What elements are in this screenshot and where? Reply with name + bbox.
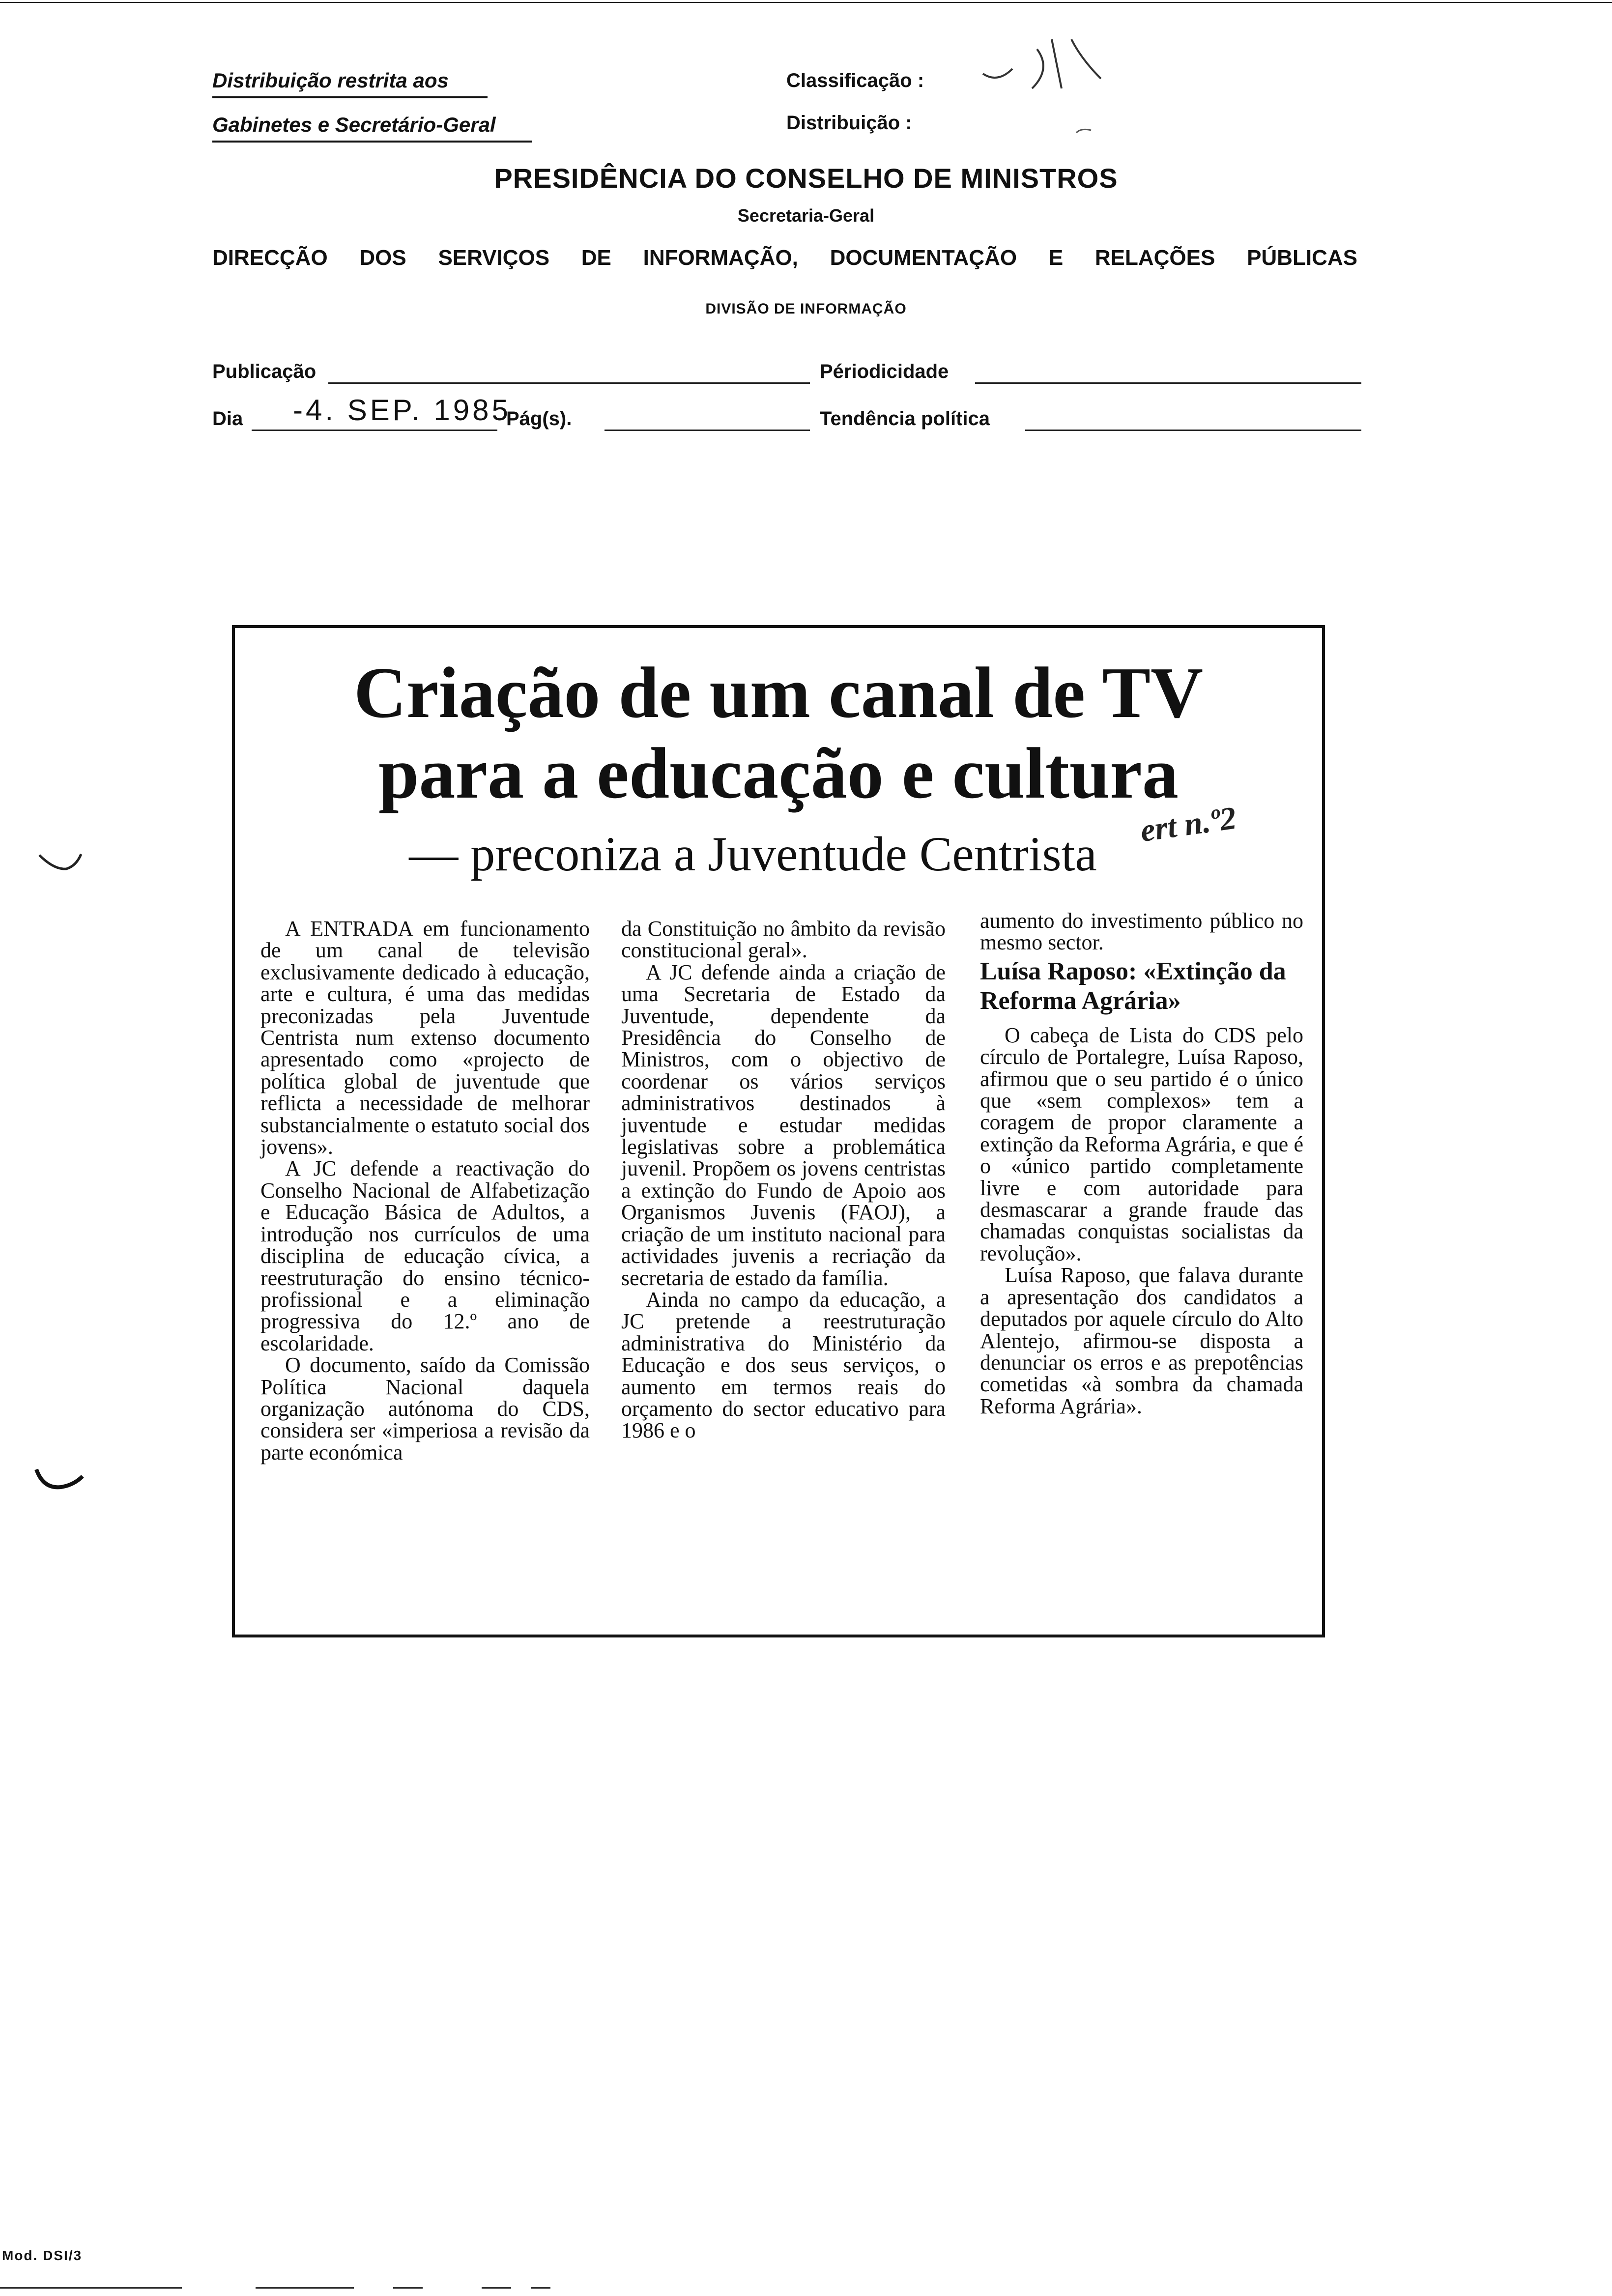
division-title: DIVISÃO DE INFORMAÇÃO	[705, 301, 907, 317]
directorate-word: E	[1048, 246, 1064, 270]
top-border-line	[0, 2, 1612, 3]
article-paragraph: O documento, saído da Comissão Política Nacional daquela organização autónoma do CDS, considera ser «imperiosa a revisão da parte económica	[260, 1353, 590, 1464]
directorate-word: DOS	[359, 246, 406, 270]
ministry-subtitle: Secretaria-Geral	[737, 205, 875, 226]
article-paragraph: A JC defende a reactivação do Conselho Nacional de Alfabetização e Educação Básica de Adultos, a introdução nos currículos de uma disciplina de educação cívica, a reestruturação do ensino técnico-profissional e a eliminação progressiva do 12.º ano de escolaridade.	[260, 1156, 590, 1355]
political-tendency-field-line	[1025, 430, 1361, 431]
directorate-word: DIRECÇÃO	[212, 246, 328, 270]
article-column-3	[980, 910, 1303, 1417]
article-paragraph: Ainda no campo da educação, a JC pretende a reestruturação administrativa do Ministério da Educação e dos seus serviços, o aumento em termos reais do orçamento do sector educativo para 1986 e o	[621, 1287, 946, 1443]
article-paragraph: da Constituição no âmbito da revisão constitucional geral».	[621, 917, 946, 963]
pages-label: Pág(s).	[506, 408, 572, 430]
footer-line-segment	[393, 2287, 423, 2289]
distribution-restriction-line1: Distribuição restrita aos	[212, 69, 449, 92]
footer-line-segment	[0, 2287, 182, 2289]
publication-field-line	[328, 382, 810, 384]
margin-mark-upper	[34, 845, 88, 880]
article-column-1	[260, 918, 590, 1464]
footer-line-segment	[531, 2287, 550, 2289]
ministry-title: PRESIDÊNCIA DO CONSELHO DE MINISTROS	[494, 163, 1118, 194]
margin-mark-lower	[29, 1464, 88, 1504]
distribution-restriction-line2: Gabinetes e Secretário-Geral	[212, 113, 496, 136]
article-headline-line1: Criação de um canal de TV	[353, 653, 1203, 733]
article-paragraph: A ENTRADA em funcionamento de um canal de televisão exclusivamente dedicado à educação, arte e cultura, é uma das medidas preconizadas pela Juventude Centrista num extenso documento apresentado como «projecto de política global de juventude que reflicta a necessidade de melhorar substancialmente o estatuto social dos jovens».	[260, 917, 590, 1159]
directorate-word: PÚBLICAS	[1247, 246, 1357, 270]
article-subheading: Luísa Raposo: «Extinção da Reforma Agrária»	[980, 957, 1286, 1015]
publication-label: Publicação	[212, 361, 317, 382]
handwritten-scribble-top	[973, 20, 1130, 147]
directorate-word: SERVIÇOS	[438, 246, 550, 270]
form-code: Mod. DSI/3	[2, 2248, 83, 2263]
directorate-word: RELAÇÕES	[1094, 246, 1215, 270]
classification-label: Classificação :	[786, 70, 924, 91]
pages-field-line	[604, 430, 810, 431]
distribution-underline-1	[212, 96, 488, 98]
day-label: Dia	[212, 408, 243, 430]
distribution-label: Distribuição :	[786, 112, 912, 134]
date-stamp: -4. SEP. 1985	[293, 394, 511, 427]
periodicity-label: Périodicidade	[820, 361, 949, 382]
day-field-line	[252, 430, 497, 431]
periodicity-field-line	[975, 382, 1361, 384]
directorate-word: INFORMAÇÃO,	[643, 246, 798, 270]
footer-line-segment	[482, 2287, 511, 2289]
article-paragraph: A JC defende ainda a criação de uma Secretaria de Estado da Juventude, dependente da Presidência do Conselho de Ministros, com o objectivo de coordenar os vários serviços administrativos destinados à juventude e estudar medidas legislativas sobre a problemática juvenil. Propõem os jovens centristas a extinção do Fundo de Apoio aos Organismos Juvenis (FAOJ), a criação de um instituto nacional para actividades juvenis a recriação da secretaria de estado da família.	[621, 960, 946, 1290]
political-tendency-label: Tendência política	[820, 408, 990, 430]
article-paragraph: Luísa Raposo, que falava durante a apresentação dos candidatos a deputados por aquele círculo do Alto Alentejo, afirmou-se disposta a denunciar os erros e as prepotências cometidas «à sombra da chamada Reforma Agrária».	[980, 1263, 1303, 1418]
article-paragraph: aumento do investimento público no mesmo sector.	[980, 909, 1303, 955]
footer-line-segment	[256, 2287, 354, 2289]
article-paragraph: O cabeça de Lista do CDS pelo círculo de Portalegre, Luísa Raposo, afirmou que o seu partido é o único que «sem complexos» tem a coragem de propor claramente a extinção da Reforma Agrária, e que é o «único partido completamente livre e com autoridade para desmascarar a grande fraude das chamadas conquistas socialistas da revolução».	[980, 1023, 1303, 1265]
directorate-word: DOCUMENTAÇÃO	[830, 246, 1017, 270]
handwritten-note: ert n.º2	[1138, 800, 1238, 849]
article-column-2	[621, 918, 946, 1442]
distribution-underline-2	[212, 141, 532, 143]
directorate-word: DE	[581, 246, 611, 270]
article-headline-line2: para a educação e cultura	[378, 733, 1179, 814]
directorate-title	[212, 246, 1357, 270]
article-subheadline: — preconiza a Juventude Centrista	[409, 827, 1097, 881]
